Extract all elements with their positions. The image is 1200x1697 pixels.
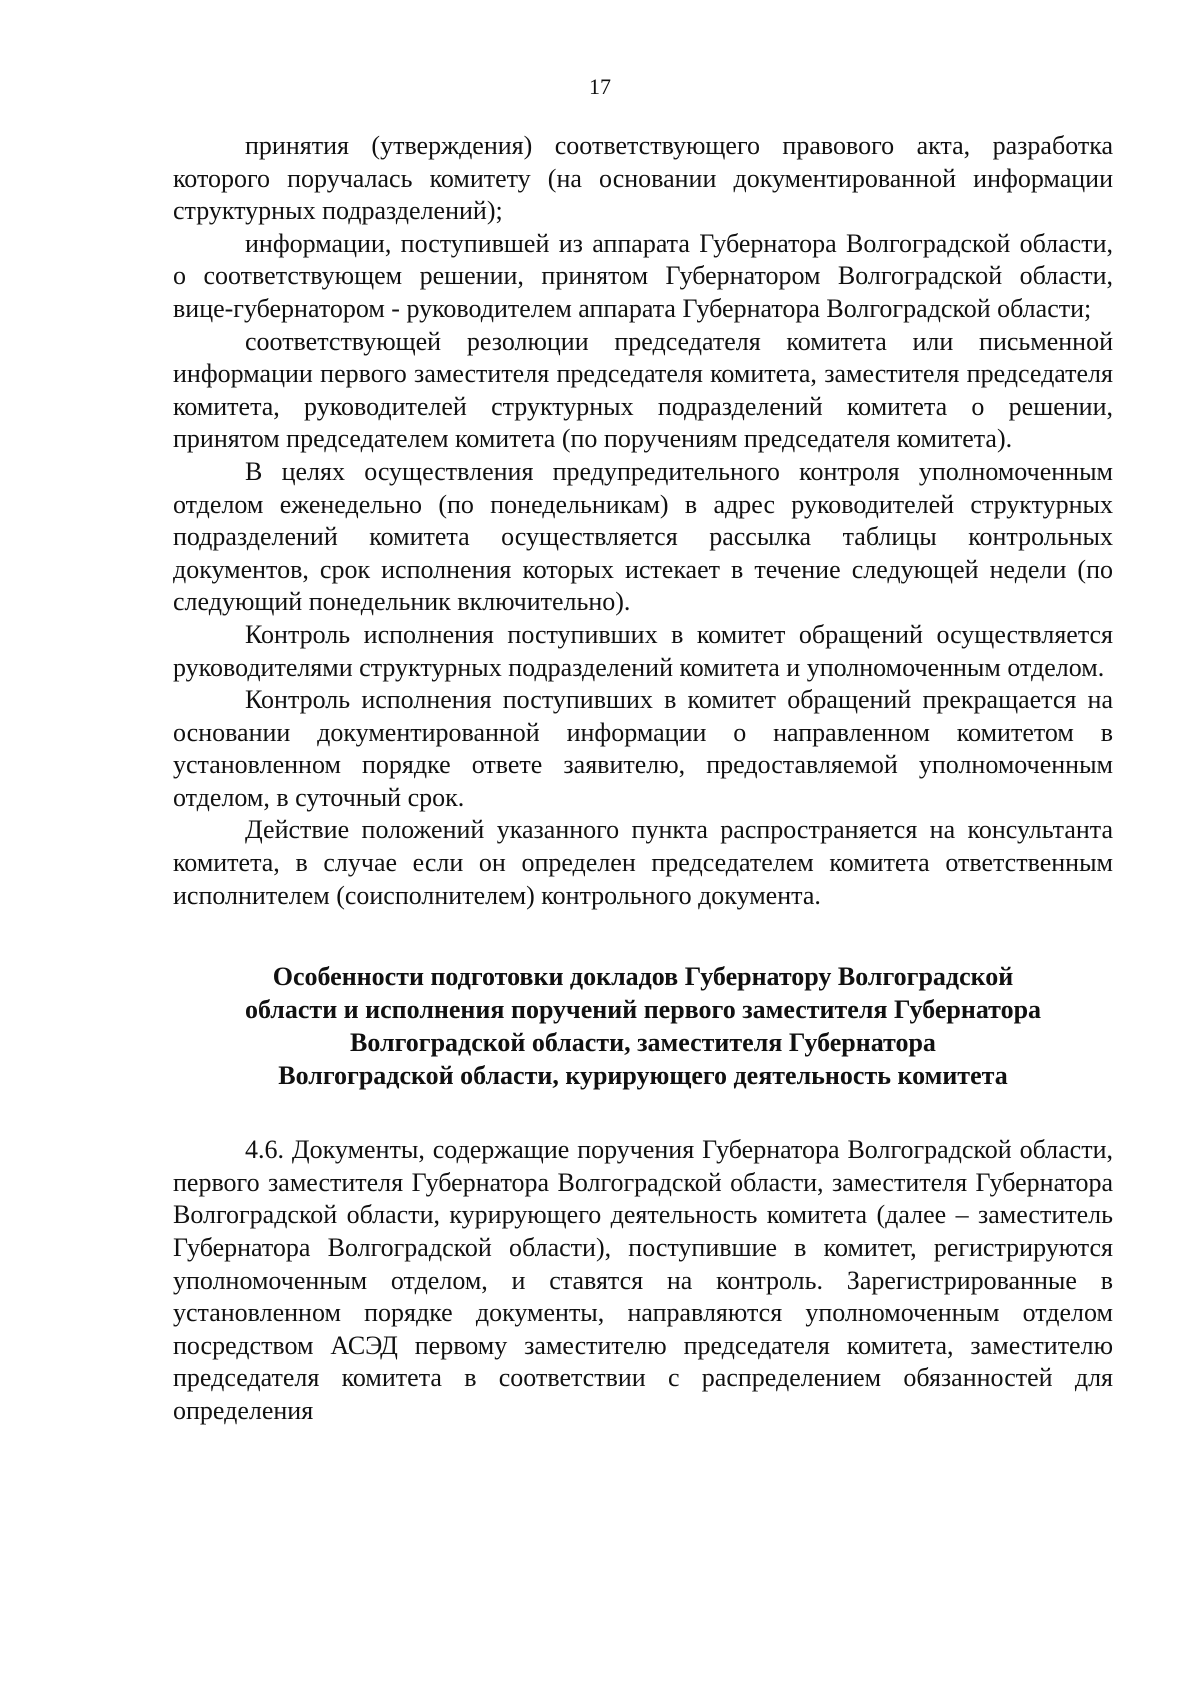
paragraph-appeals-control: Контроль исполнения поступивших в комитет обращений осуществляется руководителями структурных подразделений комитета и уполномоченным отделом. [173,619,1113,682]
document-body [173,130,1113,1428]
page-number: 17 [589,74,611,99]
section-heading-line: Волгоградской области, курирующего деятельность комитета [278,1061,1008,1091]
paragraph-chairman-resolution: соответствующей резолюции председателя комитета или письменной информации первого заместителя председателя комитета, заместителя председателя комитета, руководителей структурных подразделений комитета о решении, принятом председателем комитета (по поручениям председателя комитета). [173,326,1113,454]
paragraph-governor-apparatus-info: информации, поступившей из аппарата Губернатора Волгоградской области, о соответствующем решении, принятом Губернатором Волгоградской области, вице-губернатором - руководителем аппарата Губернатора Волгоградской области; [173,228,1113,323]
paragraph-preventive-control: В целях осуществления предупредительного контроля уполномоченным отделом еженедельно (по понедельникам) в адрес руководителей структурных подразделений комитета осуществляется рассылка таблицы контрольных документов, срок исполнения которых истекает в течение следующей недели (по следующий понедельник включительно). [173,456,1113,617]
paragraph-legal-act-adoption: принятия (утверждения) соответствующего правового акта, разработка которого поручалась комитету (на основании документированной информации структурных подразделений); [173,131,1113,226]
section-heading [173,960,1113,1092]
paragraph-4-6-documents: 4.6. Документы, содержащие поручения Губернатора Волгоградской области, первого заместителя Губернатора Волгоградской области, заместителя Губернатора Волгоградской области, курирующего деятельность комитета (далее – заместитель Губернатора Волгоградской области), поступившие в комитет, регистрируются уполномоченным отделом, и ставятся на контроль. Зарегистрированные в установленном порядке документы, направляются уполномоченным отделом посредством АСЭД первому заместителю председателя комитета, заместителю председателя комитета в соответствии с распределением обязанностей для определения [173,1135,1113,1425]
section-heading-line: области и исполнения поручений первого заместителя Губернатора [244,995,1042,1025]
paragraph-appeals-control-termination: Контроль исполнения поступивших в комитет обращений прекращается на основании документированной информации о направленном комитетом в установленном порядке ответе заявителю, предоставляемой уполномоченным отделом, в суточный срок. [173,685,1113,812]
section-heading-line: Особенности подготовки докладов Губернатору Волгоградской [272,962,1014,992]
section-heading-line: Волгоградской области, заместителя Губернатора [350,1028,936,1058]
paragraph-consultant-provision: Действие положений указанного пункта распространяется на консультанта комитета, в случае если он определен председателем комитета ответственным исполнителем (соисполнителем) контрольного документа. [173,815,1113,910]
